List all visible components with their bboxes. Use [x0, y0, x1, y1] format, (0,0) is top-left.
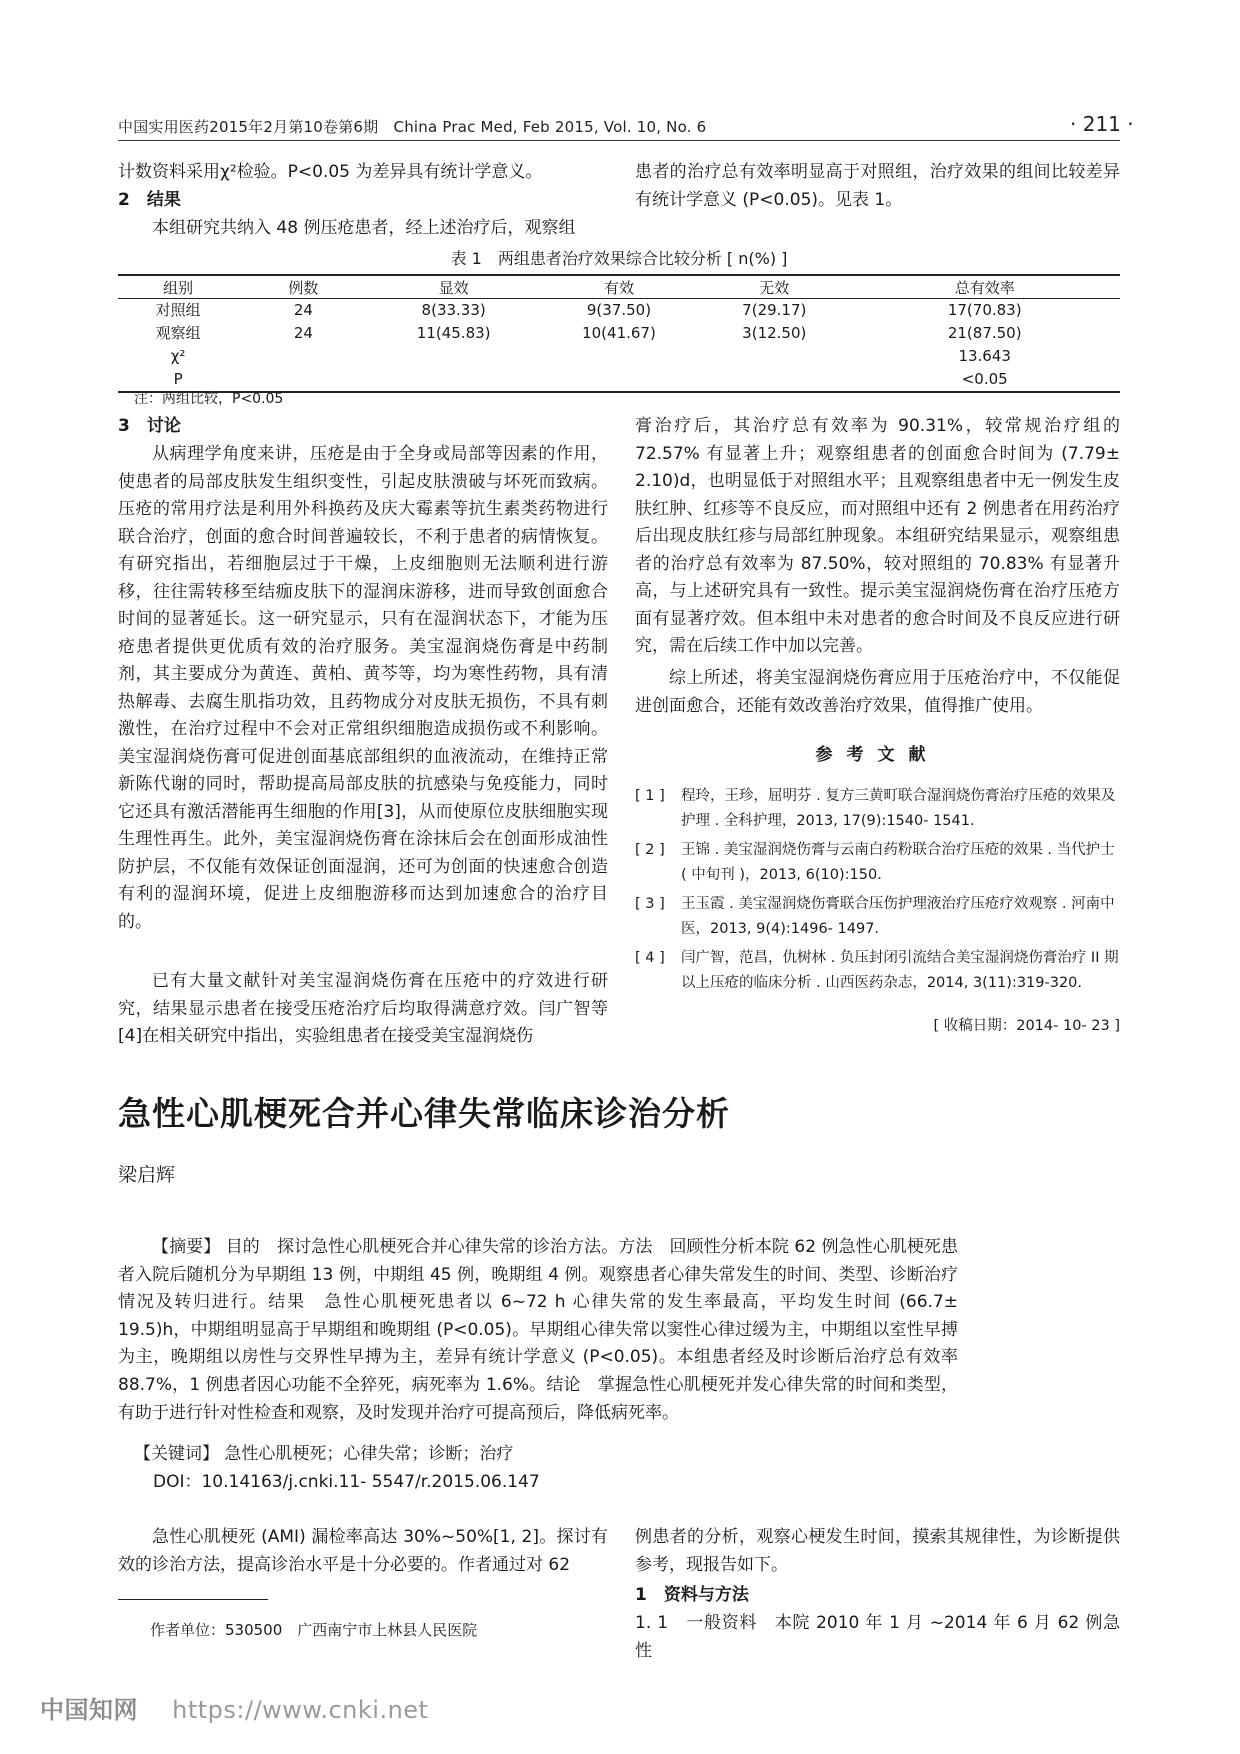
table-cell: 21(87.50) — [947, 324, 1022, 342]
general-data-subsection: 1. 1 一般资料 本院 2010 年 1 月 ~2014 年 6 月 62 例急性 — [635, 1613, 1120, 1661]
article-abstract: 【摘要】 目的 探讨急性心肌梗死合并心律失常的诊治方法。方法 回顾性分析本院 62 例急性心肌梗死患者入院后随机分为早期组 13 例，中期组 45 例，晚期组 4 例。观察患者心律失常发生的时间、类型、诊断治疗情况及转归进行。结果 急性心肌梗死患者以 6~72 h 心律失常的发生率最高，平均发生时间 (66.7± 19.5)h，中期组明显高于早期组和晚期组 (P<0.05)。早期组心律失常以窦性心律过缓为主，中期组以室性早搏为主，晚期组以房性与交界性早搏为主，差异有统计学意义 (P<0.05)。本组患者经及时诊断后治疗总有效率 88.7%，1 例患者因心功能不全猝死，病死率为 1.6%。结论 掌握急性心肌梗死并发心律失常的时间和类型，有助于进行针对性检查和观察，及时发现并治疗可提高预后，降低病死率。 — [118, 1237, 958, 1423]
table-cell — [699, 345, 849, 368]
methods-heading: 1 资料与方法 — [635, 1585, 749, 1605]
table-cell: 13.643 — [958, 347, 1011, 365]
reference-item — [635, 838, 1120, 888]
footnote-rule — [118, 1599, 268, 1600]
table-header: 总有效率 — [849, 275, 1120, 299]
page-number: · 211 · — [1070, 112, 1134, 136]
stats-method-text: 计数资料采用χ²检验。P<0.05 为差异具有统计学意义。 — [118, 162, 543, 182]
reference-text: 程玲，王珍，屈明芬 . 复方三黄町联合湿润烧伤膏治疗压疮的效果及护理 . 全科护理，2013, 17(9):1540- 1541. — [681, 788, 1116, 829]
table-header: 显效 — [368, 275, 538, 299]
reference-number: [ 1 ] — [635, 788, 665, 804]
intro-paragraph-right: 例患者的分析，观察心梗发生时间，摸索其规律性，为诊断提供参考，现报告如下。 — [635, 1527, 1120, 1575]
table-cell: P — [118, 368, 238, 392]
results-heading: 2 结果 — [118, 190, 181, 210]
table-header: 有效 — [539, 275, 699, 299]
table-cell — [238, 345, 368, 368]
discussion-paragraph-1: 从病理学角度来讲，压疮是由于全身或局部等因素的作用，使患者的局部皮肤发生组织变性，引起皮肤溃破与坏死而致病。压疮的常用疗法是利用外科换药及庆大霉素等抗生素类药物进行联合治疗，创面的愈合时间普遍较长，不利于患者的病情恢复。有研究指出，若细胞层过于干燥，上皮细胞则无法顺利进行游移，往往需转移至结痂皮肤下的湿润床游移，进而导致创面愈合时间的显著延长。这一研究显示，只有在湿润状态下，才能为压疮患者提供更优质有效的治疗服务。美宝湿润烧伤膏是中药制剂，其主要成分为黄连、黄柏、黄芩等，均为寒性药物，具有清热解毒、去腐生肌指功效，且药物成分对皮肤无损伤，不具有刺激性，在治疗过程中不会对正常组织细胞造成损伤或不利影响。美宝湿润烧伤膏可促进创面基底部组织的血液流动，在维持正常新陈代谢的同时，帮助提高局部皮肤的抗感染与免疫能力，同时它还具有激活潜能再生细胞的作用[3]，从而使原位皮肤细胞实现生理性再生。此外，美宝湿润烧伤膏在涂抹后会在创面形成油性防护层，不仅能有效保证创面湿润，还可为创面的快速愈合创造有利的湿润环境，促进上皮细胞游移而达到加速愈合的治疗目的。 — [118, 444, 608, 932]
article-author: 梁启辉 — [118, 1164, 176, 1186]
table-cell: 24 — [293, 324, 313, 342]
table-cell — [368, 368, 538, 392]
results-paragraph: 本组研究共纳入 48 例压疮患者，经上述治疗后，观察组 — [152, 218, 576, 238]
references-heading: 参考文献 — [815, 745, 940, 765]
article-keywords: 【关键词】 急性心肌梗死；心律失常；诊断；治疗 — [134, 1444, 514, 1464]
cnki-url: https://www.cnki.net — [172, 1696, 429, 1724]
table-cell: χ² — [170, 347, 186, 365]
reference-item — [635, 784, 1120, 834]
table-cell: 8(33.33) — [421, 301, 486, 319]
table-cell — [539, 345, 699, 368]
discussion-paragraph-3: 膏治疗后，其治疗总有效率为 90.31%，较常规治疗组的 72.57% 有显著上升；观察组患者的创面愈合时间为 (7.79± 2.10)d，也明显低于对照组水平；且观察组患者中无一例发生皮肤红肿、红疹等不良反应，而对照组中还有 2 例患者在用药治疗后出现皮肤红疹与局部红肿现象。本组研究结果显示，观察组患者的治疗总有效率为 87.50%，较对照组的 70.83% 有显著升高，与上述研究具有一致性。提示美宝湿润烧伤膏在治疗压疮方面有显著疗效。但本组中未对患者的愈合时间及不良反应进行研究，需在后续工作中加以完善。 — [635, 416, 1120, 656]
table-cell: 10(41.67) — [582, 324, 656, 342]
table-note: 注：两组比较，P<0.05 — [134, 391, 284, 407]
article-title: 急性心肌梗死合并心律失常临床诊治分析 — [118, 1094, 730, 1133]
reference-item — [635, 892, 1120, 942]
intro-paragraph: 急性心肌梗死 (AMI) 漏检率高达 30%~50%[1, 2]。探讨有效的诊治方法，提高诊治水平是十分必要的。作者通过对 62 — [118, 1527, 608, 1575]
reference-number: [ 4 ] — [635, 950, 665, 966]
header-rule — [118, 140, 1120, 141]
cnki-watermark — [40, 1690, 428, 1725]
results-paragraph-right: 患者的治疗总有效率明显高于对照组，治疗效果的组间比较差异有统计学意义 (P<0.05)。见表 1。 — [635, 162, 1120, 210]
table-row — [118, 322, 1120, 345]
discussion-paragraph-2: 已有大量文献针对美宝湿润烧伤膏在压疮中的疗效进行研究，结果显示患者在接受压疮治疗后均取得满意疗效。闫广智等[4]在相关研究中指出，实验组患者在接受美宝湿润烧伤 — [118, 971, 608, 1046]
conclusion-paragraph: 综上所述，将美宝湿润烧伤膏应用于压疮治疗中，不仅能促进创面愈合，还能有效改善治疗效果，值得推广使用。 — [635, 668, 1120, 716]
table-cell — [368, 345, 538, 368]
reference-number: [ 2 ] — [635, 842, 665, 858]
received-date: [ 收稿日期：2014- 10- 23 ] — [933, 1018, 1120, 1034]
table-cell: 17(70.83) — [947, 301, 1022, 319]
table-row — [118, 345, 1120, 368]
table-cell: <0.05 — [849, 368, 1120, 392]
table-cell: 对照组 — [155, 301, 201, 319]
table-cell: 24 — [293, 301, 313, 319]
references-list — [635, 784, 1120, 1000]
running-header: 中国实用医药2015年2月第10卷第6期 China Prac Med, Feb 2015, Vol. 10, No. 6 — [118, 118, 707, 136]
reference-item — [635, 946, 1120, 996]
discussion-heading: 3 讨论 — [118, 416, 181, 436]
table-cell: 3(12.50) — [742, 324, 807, 342]
table-header: 例数 — [238, 275, 368, 299]
author-affiliation: 作者单位：530500 广西南宁市上林县人民医院 — [150, 1621, 478, 1639]
table-caption: 表 1 两组患者治疗效果综合比较分析 [ n(%) ] — [450, 249, 788, 268]
table-cell: 观察组 — [155, 324, 201, 342]
table-cell — [539, 368, 699, 392]
table-cell: 7(29.17) — [742, 301, 807, 319]
table-cell: 9(37.50) — [586, 301, 652, 319]
cnki-logo: 中国知网 — [40, 1696, 138, 1724]
results-table — [118, 274, 1120, 393]
reference-text: 王玉霞 . 美宝湿润烧伤膏联合压伤护理液治疗压疮疗效观察 . 河南中医，2013, 9(4):1496- 1497. — [681, 896, 1115, 937]
table-header-row — [118, 275, 1120, 299]
article-doi: DOI：10.14163/j.cnki.11- 5547/r.2015.06.147 — [153, 1472, 540, 1492]
reference-number: [ 3 ] — [635, 896, 665, 912]
reference-text: 闫广智，范昌，仇树林 . 负压封闭引流结合美宝湿润烧伤膏治疗 II 期以上压疮的临床分析 . 山西医药杂志，2014, 3(11):319-320. — [681, 950, 1119, 991]
table-cell — [699, 368, 849, 392]
table-cell: 11(45.83) — [416, 324, 491, 342]
table-row — [118, 299, 1120, 323]
reference-text: 王锦 . 美宝湿润烧伤膏与云南白药粉联合治疗压疮的效果 . 当代护士 ( 中旬刊 )，2013, 6(10):150. — [681, 842, 1115, 883]
table-header: 组别 — [118, 275, 238, 299]
table-header: 无效 — [699, 275, 849, 299]
